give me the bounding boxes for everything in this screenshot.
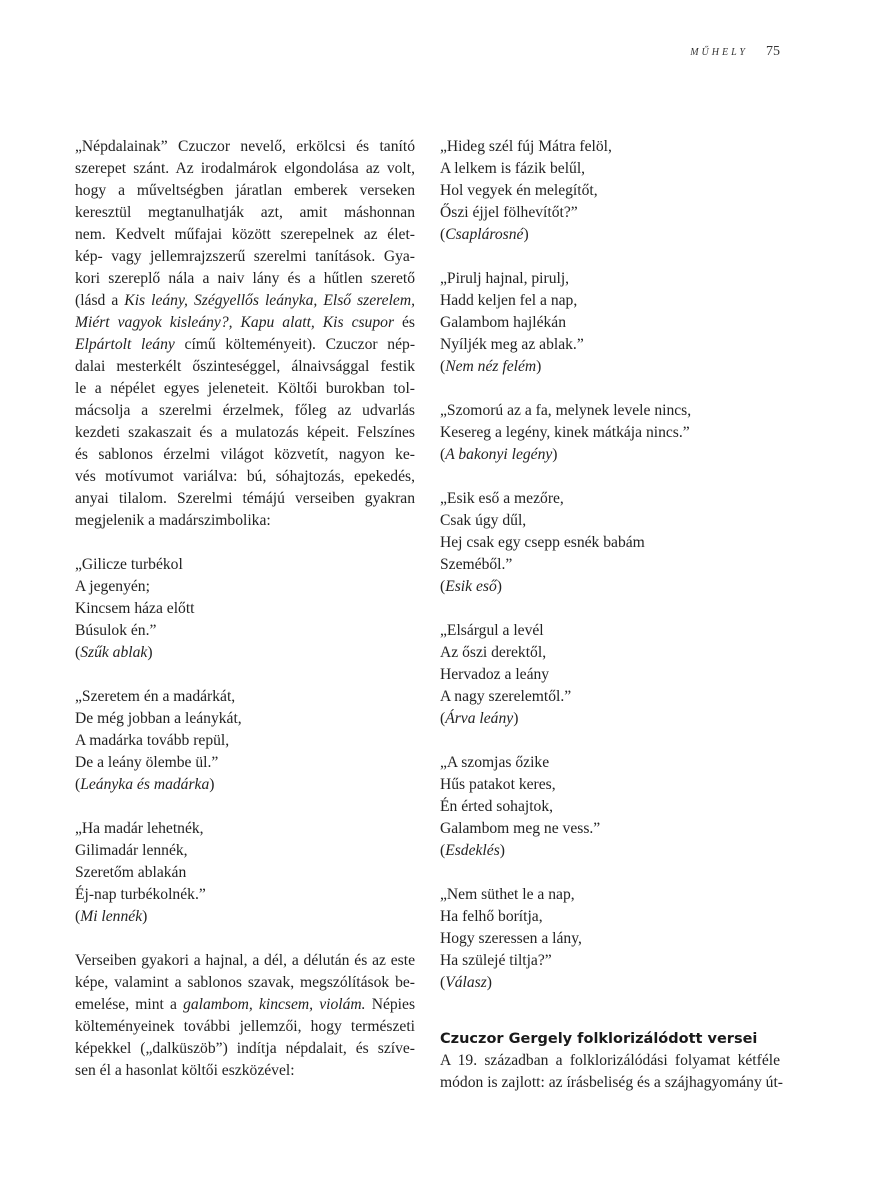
text-line: A 19. században a folklorizálódási folyamat kétféle	[440, 1052, 780, 1069]
text-line	[75, 334, 415, 356]
poem-source: (Nem néz felém)	[440, 358, 542, 375]
poem-title: Csaplárosné	[445, 226, 524, 243]
poem-source: (Esdeklés)	[440, 842, 505, 859]
poem-line: „Esik eső a mezőre,	[440, 490, 564, 507]
poem-line: A lelkem is fázik belűl,	[440, 160, 586, 177]
text-line: kép- vagy jellemrajzszerű szerelmi tanítások. Gya-	[75, 248, 415, 265]
poem-line: Hervadoz a leány	[440, 666, 550, 683]
poem-line: Hol vegyek én melegítőt,	[440, 182, 598, 199]
text-line	[75, 312, 415, 334]
poem-line: Ha felhő borítja,	[440, 908, 543, 925]
text-line: képekkel („dalküszöb”) indítja népdalait, és szíve-	[75, 1040, 415, 1057]
poem-source: (A bakonyi legény)	[440, 446, 558, 463]
text-line: nem. Kedvelt műfajai között szerepelnek az élet-	[75, 226, 415, 243]
poem-source: (Árva leány)	[440, 710, 519, 727]
text-line: „Népdalainak” Czuczor nevelő, erkölcsi és tanító	[75, 138, 415, 155]
text-line: Verseiben gyakori a hajnal, a dél, a délután és az este	[75, 952, 415, 969]
poem-line: Szeméből.”	[440, 556, 513, 573]
poem-line: Én érted sohajtok,	[440, 798, 554, 815]
text-line: költeményeinek további jellemzői, hogy természeti	[75, 1018, 415, 1035]
poem-title-list: Kis leány, Szégyellős leányka, Első szerelem,	[124, 292, 415, 309]
poem-source: (Esik eső)	[440, 578, 502, 595]
poem-quote	[440, 884, 780, 994]
text-line: kezdeti szakaszait és a mulatozás képeit. Felszínes	[75, 424, 415, 441]
poem-quote	[440, 268, 780, 378]
poem-line: Kincsem háza előtt	[75, 600, 195, 617]
poem-line: Hadd keljen fel a nap,	[440, 292, 578, 309]
poem-line: „Ha madár lehetnék,	[75, 820, 204, 837]
poem-source: (Szűk ablak)	[75, 644, 153, 661]
poem-title: Szűk ablak	[80, 644, 148, 661]
poem-title: Leányka és madárka	[80, 776, 210, 793]
page-number: 75	[766, 44, 780, 59]
poem-title: Mi lennék	[80, 908, 143, 925]
poem-line: Ha szülejé tiltja?”	[440, 952, 552, 969]
text-line: vés motívumot variálva: bú, sóhajtozás, epekedés,	[75, 468, 415, 485]
poem-source: (Csaplárosné)	[440, 226, 529, 243]
poem-source: (Válasz)	[440, 974, 492, 991]
body-paragraph	[75, 950, 415, 1082]
text-line: sen él a hasonlat költői eszközével:	[75, 1062, 295, 1079]
poem-quote	[75, 686, 415, 796]
poem-title-list: Miért vagyok kisleány?, Kapu alatt, Kis csupor	[75, 314, 395, 331]
poem-line: A jegenyén;	[75, 578, 150, 595]
poem-quote	[440, 488, 780, 598]
text-run: (lásd a	[75, 292, 125, 309]
poem-source: (Leányka és madárka)	[75, 776, 215, 793]
poem-line: Búsulok én.”	[75, 622, 157, 639]
poem-quote	[75, 818, 415, 928]
poem-title: A bakonyi legény	[445, 446, 553, 463]
poem-line: „Szomorú az a fa, melynek levele nincs,	[440, 402, 692, 419]
poem-quote	[440, 136, 780, 246]
poem-line: „Gilicze turbékol	[75, 556, 183, 573]
poem-line: „Hideg szél fúj Mátra felöl,	[440, 138, 612, 155]
text-line: megjelenik a madárszimbolika:	[75, 512, 271, 529]
poem-line: „Elsárgul a levél	[440, 622, 544, 639]
poem-line: De még jobban a leánykát,	[75, 710, 242, 727]
text-line: szerepet szánt. Az irodalmárok elgondolása az volt,	[75, 160, 415, 177]
poem-title: Árva leány	[445, 710, 514, 727]
poem-line: Őszi éjjel fölhevítőt?”	[440, 204, 578, 221]
poem-line: Hej csak egy csepp esnék babám	[440, 534, 645, 551]
poem-quote	[75, 554, 415, 664]
text-line: keresztül megtanulhatják azt, amit máshonnan	[75, 204, 415, 221]
intro-paragraph	[75, 136, 415, 532]
poem-line: A nagy szerelemtől.”	[440, 688, 572, 705]
section-heading: Czuczor Gergely folklorizálódott versei	[440, 1031, 758, 1047]
poem-title: Válasz	[445, 974, 487, 991]
poem-line: A madárka tovább repül,	[75, 732, 230, 749]
text-line: anyai tilalom. Szerelmi témájú verseiben gyakran	[75, 490, 415, 507]
text-run: emelése, mint a	[75, 996, 184, 1013]
poem-source: (Mi lennék)	[75, 908, 148, 925]
poem-line: „Nem süthet le a nap,	[440, 886, 575, 903]
text-line: dalai mesterkélt őszinteséggel, álnaivsággal festik	[75, 358, 415, 375]
poem-line: Az őszi derektől,	[440, 644, 547, 661]
poem-line: Kesereg a legény, kinek mátkája nincs.”	[440, 424, 690, 441]
text-line: mácsolja a szerelmi érzelmek, főleg az udvarlás	[75, 402, 415, 419]
poem-line: „Szeretem én a madárkát,	[75, 688, 236, 705]
left-column	[75, 136, 415, 1082]
text-line: és sablonos érzelmi világot közvetít, nagyon ke-	[75, 446, 415, 463]
poem-line: „Pirulj hajnal, pirulj,	[440, 270, 570, 287]
right-column	[440, 136, 783, 1094]
text-line	[75, 290, 415, 312]
poem-title: Esik eső	[445, 578, 497, 595]
poem-line: Galambom hajlékán	[440, 314, 567, 331]
poem-line: De a leány ölembe ül.”	[75, 754, 219, 771]
poem-line: Nyíljék meg az ablak.”	[440, 336, 584, 353]
text-run: című költeményeit). Czuczor nép-	[174, 336, 416, 353]
text-line	[75, 994, 415, 1016]
poem-title: Esdeklés	[445, 842, 500, 859]
poem-quote	[440, 752, 780, 862]
section-name: MŰHELY	[690, 47, 748, 58]
poem-quote	[440, 400, 780, 466]
poem-quote	[440, 620, 780, 730]
text-line: képe, valamint a sablonos szavak, megszólítások be-	[75, 974, 415, 991]
text-line: kori szereplő nála a naiv lány és a hűtlen szerető	[75, 270, 415, 287]
text-line: hogy a műveltségben járatlan emberek verseken	[75, 182, 415, 199]
poem-title-list: Elpártolt leány	[75, 336, 175, 353]
emphasis-words: galambom, kincsem, violám.	[183, 996, 366, 1013]
poem-line: Csak úgy dűl,	[440, 512, 527, 529]
text-line: módon is zajlott: az írásbeliség és a szájhagyomány út-	[440, 1074, 783, 1091]
poem-line: Hűs patakot keres,	[440, 776, 556, 793]
poem-line: Hogy szeressen a lány,	[440, 930, 582, 947]
text-line: le a népélet egyes jeleneteit. Költői burokban tol-	[75, 380, 415, 397]
text-run: Népies	[365, 996, 416, 1013]
poem-line: Galambom meg ne vess.”	[440, 820, 601, 837]
text-run: és	[394, 314, 416, 331]
running-header	[690, 44, 780, 64]
poem-line: Éj-nap turbékolnék.”	[75, 886, 206, 903]
poem-line: „A szomjas őzike	[440, 754, 550, 771]
poem-line: Gilimadár lennék,	[75, 842, 188, 859]
poem-title: Nem néz felém	[445, 358, 537, 375]
poem-line: Szeretőm ablakán	[75, 864, 187, 881]
